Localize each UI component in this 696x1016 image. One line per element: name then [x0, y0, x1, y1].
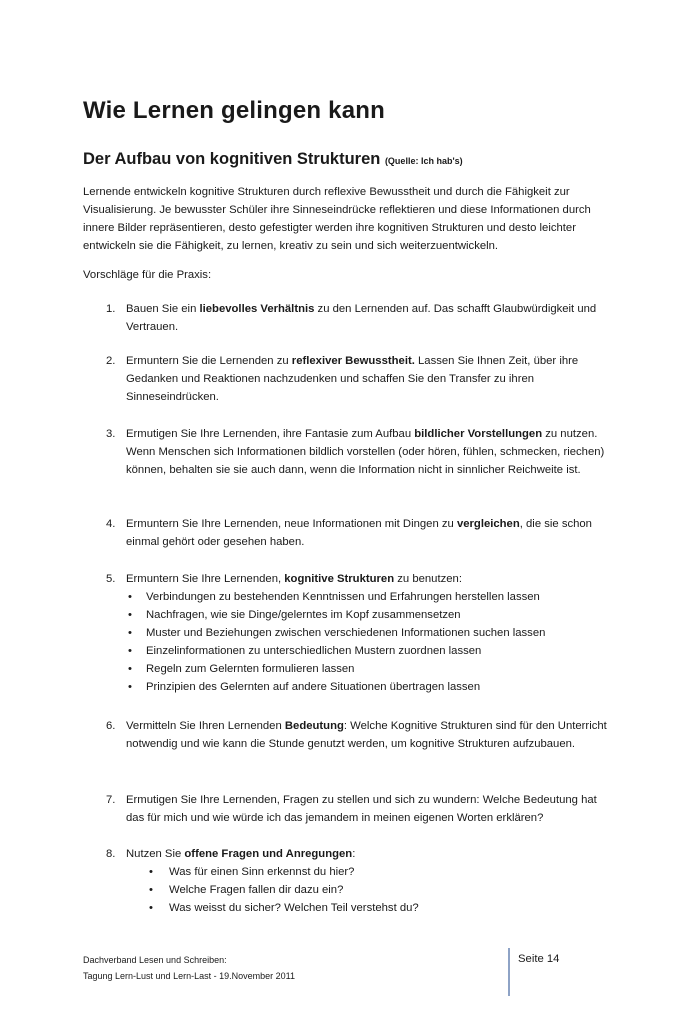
item-text	[126, 717, 616, 753]
page-number: Seite 14	[518, 953, 560, 965]
intro-paragraph: Lernende entwickeln kognitive Strukturen durch reflexive Bewusstheit und durch die Fähigkeit zur Visualisierung. Je bewusster Schüler ihre Sinneseindrücke reflektieren und diese Informationen durch innere Bilder repräsentieren, desto gefestigter werden ihre kognitiven Strukturen und desto leichter entwickeln sie die Fähigkeit, zu lernen, kreativ zu sein und sich weiterzuentwickeln.	[83, 186, 591, 252]
item-pre: Ermuntern Sie Ihre Lernenden, neue Informationen mit Dingen zu	[126, 518, 457, 530]
item-number: 8.	[106, 848, 116, 860]
item-post: zu den Lernenden auf. Das schafft Glaubwürdigkeit und Vertrauen.	[126, 303, 597, 333]
item-bold: bildlicher Vorstellungen	[414, 428, 543, 440]
item-post: : Welche Kognitive Strukturen sind für den Unterricht notwendig und wie kann die Stunde genutzt werden, um kognitive Strukturen aufzubauen.	[126, 720, 607, 750]
item-post: zu nutzen. Wenn Menschen sich Informationen bildlich vorstellen (oder hören, fühlen, schmecken, riechen) können, behalten sie sie auch dann, wenn die Information nicht in sinnlicher Reichweite ist.	[126, 428, 605, 476]
item-bold: liebevolles Verhältnis	[199, 303, 315, 315]
item-text	[126, 570, 616, 696]
bullet-list	[126, 588, 616, 696]
item-bold: vergleichen	[456, 518, 520, 530]
item-number: 3.	[106, 428, 116, 440]
footer-text	[83, 952, 295, 984]
item-bold: reflexiver Bewusstheit.	[291, 355, 415, 367]
item-number: 1.	[106, 303, 116, 315]
item-bold: offene Fragen und Anregungen	[184, 848, 353, 860]
item-bold: Bedeutung	[284, 720, 344, 732]
item-post: :	[352, 848, 356, 860]
item-number: 5.	[106, 573, 116, 585]
footer-line-event: Tagung Lern-Lust und Lern-Last - 19.November 2011	[83, 971, 295, 981]
item-text	[126, 300, 616, 336]
bullet-item: • Was für einen Sinn erkennst du hier?	[126, 863, 616, 881]
item-text	[126, 515, 616, 551]
item-number: 6.	[106, 720, 116, 732]
item-post: , die sie schon einmal gehört oder gesehen haben.	[126, 518, 592, 548]
item-post: Lassen Sie Ihnen Zeit, über ihre Gedanken und Reaktionen nachzudenken und schaffen Sie den Transfer zu ihren Sinneseindrücken.	[126, 355, 579, 403]
item-pre: Ermuntern Sie Ihre Lernenden,	[126, 573, 285, 585]
source-note: (Quelle: Ich hab's)	[384, 156, 463, 166]
item-text	[126, 352, 616, 406]
item-text	[126, 791, 616, 827]
bullet-item: • Welche Fragen fallen dir dazu ein?	[126, 881, 616, 899]
item-number: 2.	[106, 355, 116, 367]
item-pre: Ermuntern Sie die Lernenden zu	[126, 355, 292, 367]
section-heading	[83, 150, 463, 169]
bullet-item: • Regeln zum Gelernten formulieren lassen	[126, 660, 616, 678]
bullet-item: • Nachfragen, wie sie Dinge/gelerntes im Kopf zusammensetzen	[126, 606, 616, 624]
footer-line-organization: Dachverband Lesen und Schreiben:	[83, 955, 227, 965]
bullet-item: • Prinzipien des Gelernten auf andere Situationen übertragen lassen	[126, 678, 616, 696]
bullet-item: • Muster und Beziehungen zwischen verschiedenen Informationen suchen lassen	[126, 624, 616, 642]
bullet-list	[126, 863, 616, 917]
section-heading-text: Der Aufbau von kognitiven Strukturen	[83, 150, 381, 168]
page-title: Wie Lernen gelingen kann	[83, 97, 385, 124]
item-pre: Vermitteln Sie Ihren Lernenden	[126, 720, 285, 732]
item-pre: Ermutigen Sie Ihre Lernenden, ihre Fantasie zum Aufbau	[126, 428, 415, 440]
bullet-item: • Einzelinformationen zu unterschiedlichen Mustern zuordnen lassen	[126, 642, 616, 660]
item-number: 7.	[106, 794, 116, 806]
item-pre: Nutzen Sie	[126, 848, 185, 860]
item-pre: Bauen Sie ein	[126, 303, 200, 315]
item-text	[126, 845, 616, 917]
item-text	[126, 425, 616, 479]
item-pre: Ermutigen Sie Ihre Lernenden, Fragen zu stellen und sich zu wundern: Welche Bedeutung hat das für mich und wie würde ich das jemandem in meinen eigenen Worten erklären?	[126, 794, 597, 824]
item-post: zu benutzen:	[394, 573, 462, 585]
bullet-item: • Was weisst du sicher? Welchen Teil verstehst du?	[126, 899, 616, 917]
bullet-item: • Verbindungen zu bestehenden Kenntnissen und Erfahrungen herstellen lassen	[126, 588, 616, 606]
practice-label: Vorschläge für die Praxis:	[83, 269, 212, 281]
item-number: 4.	[106, 518, 116, 530]
footer-divider	[508, 948, 510, 996]
item-bold: kognitive Strukturen	[284, 573, 395, 585]
